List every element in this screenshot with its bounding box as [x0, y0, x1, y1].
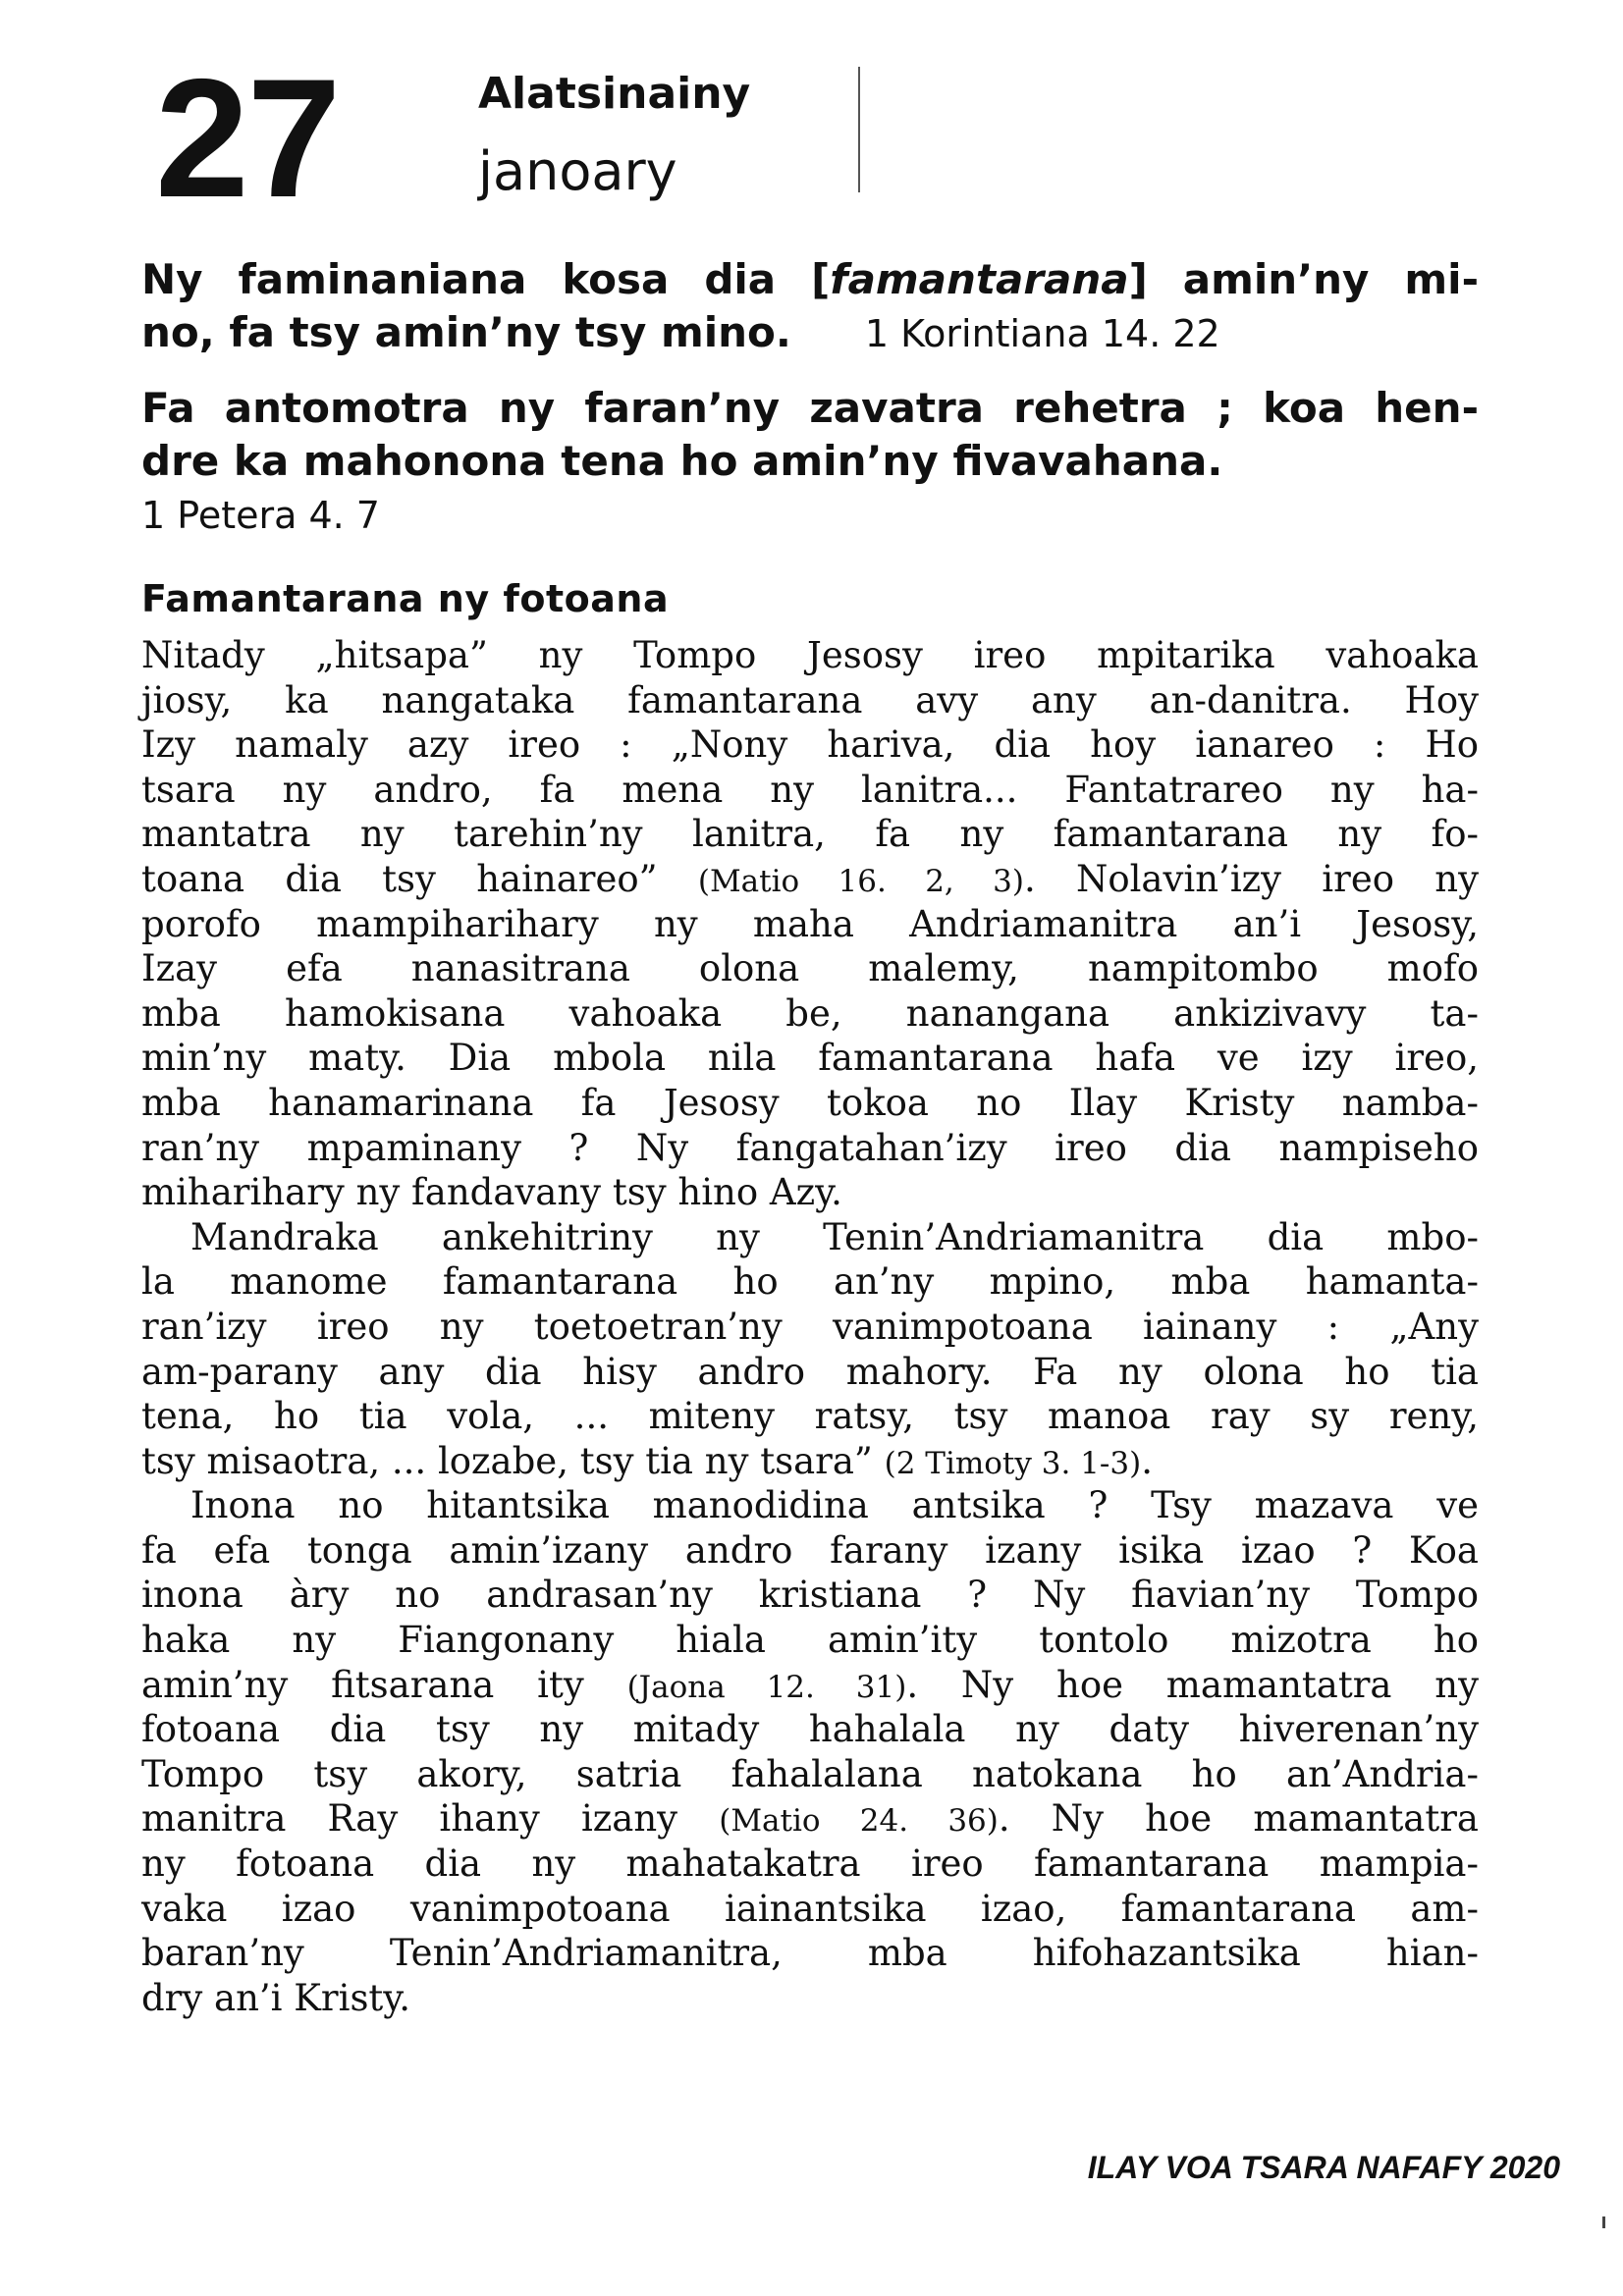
scripture-reference: (Jaona 12. 31) [626, 1669, 907, 1705]
body-line: toana dia tsy hainareo” (Matio 16. 2, 3). Nolavin’izy ireo ny [141, 857, 1479, 900]
body-line: amin’ny fitsarana ity (Jaona 12. 31). Ny hoe mamantatra ny [141, 1663, 1479, 1706]
body-line: fotoana dia tsy ny mitady hahalala ny daty hiverenan’ny [141, 1708, 1479, 1751]
body-line: ny fotoana dia ny mahatakatra ireo famantarana mampia- [141, 1842, 1479, 1886]
body-line: mba hamokisana vahoaka be, nanangana ankizivavy ta- [141, 991, 1479, 1035]
body-line: ran’izy ireo ny toetoetran’ny vanimpotoana iainany : „Any [141, 1305, 1479, 1348]
scripture-reference: (Matio 24. 36) [719, 1803, 999, 1840]
body-line: Tompo tsy akory, satria fahalalana natokana ho an’Andria- [141, 1752, 1479, 1795]
body-text [141, 633, 1479, 2020]
body-line: ran’ny mpaminany ? Ny fangatahan’izy ireo dia nampiseho [141, 1126, 1479, 1169]
scripture-reference: (2 Timoty 3. 1-3) [884, 1445, 1142, 1481]
body-line: inona àry no andrasan’ny kristiana ? Ny fiavian’ny Tompo [141, 1574, 1479, 1617]
body-line: min’ny maty. Dia mbola nila famantarana hafa ve izy ireo, [141, 1037, 1479, 1080]
body-line: fa efa tonga amin’izany andro farany izany isika izao ? Koa [141, 1528, 1479, 1572]
edge-mark [1602, 2216, 1605, 2228]
body-line: tsy misaotra, ... lozabe, tsy tia ny tsara” (2 Timoty 3. 1-3). [141, 1439, 1153, 1482]
body-line: mba hanamarinana fa Jesosy tokoa no Ilay Kristy namba- [141, 1081, 1479, 1124]
body-line: jiosy, ka nangataka famantarana avy any an-danitra. Hoy [141, 678, 1479, 721]
verse-2-line-2: dre ka mahonona tena ho amin’ny fivavahana. [141, 437, 1223, 485]
month-label: janoary [478, 140, 677, 202]
verse-2-reference: 1 Petera 4. 7 [141, 494, 380, 537]
verse-2-line-1: Fa antomotra ny faran’ny zavatra rehetra ; koa hen- [141, 384, 1479, 432]
weekday-label: Alatsinainy [478, 69, 751, 119]
body-line: Mandraka ankehitriny ny Tenin’Andriamanitra dia mbo- [190, 1215, 1479, 1258]
verse-2 [141, 382, 1479, 488]
body-line: miharihary ny fandavany tsy hino Azy. [141, 1171, 842, 1214]
body-line: Izay efa nanasitrana olona malemy, nampitombo mofo [141, 947, 1479, 990]
verse-1-line-2: no, fa tsy amin’ny tsy mino. 1 Korintiana 14. 22 [141, 308, 1220, 356]
section-heading: Famantarana ny fotoana [141, 577, 670, 620]
body-line: la manome famantarana ho an’ny mpino, mba hamanta- [141, 1260, 1479, 1304]
verse-1-line-1: Ny faminaniana kosa dia [famantarana] amin’ny mi- [141, 255, 1479, 303]
body-line: dry an’i Kristy. [141, 1976, 411, 2019]
body-line: Inona no hitantsika manodidina antsika ? Tsy mazava ve [190, 1484, 1479, 1527]
body-line: tena, ho tia vola, ... miteny ratsy, tsy manoa ray sy reny, [141, 1395, 1479, 1438]
body-line: haka ny Fiangonany hiala amin’ity tontolo mizotra ho [141, 1619, 1479, 1662]
footer-title: ILAY VOA TSARA NAFAFY 2020 [1087, 2150, 1560, 2185]
body-line: manitra Ray ihany izany (Matio 24. 36). Ny hoe mamantatra [141, 1797, 1479, 1841]
verse-1-reference: 1 Korintiana 14. 22 [864, 312, 1220, 355]
verse-1-italic-word: famantarana [830, 255, 1129, 303]
day-number: 27 [155, 44, 340, 233]
body-line: baran’ny Tenin’Andriamanitra, mba hifohazantsika hian- [141, 1932, 1479, 1975]
header-divider [858, 67, 860, 192]
body-line: am-parany any dia hisy andro mahory. Fa ny olona ho tia [141, 1350, 1479, 1393]
body-line: mantatra ny tarehin’ny lanitra, fa ny famantarana ny fo- [141, 813, 1479, 856]
scripture-reference: (Matio 16. 2, 3) [697, 863, 1024, 899]
body-line: tsara ny andro, fa mena ny lanitra... Fantatrareo ny ha- [141, 768, 1479, 811]
body-line: Nitady „hitsapa” ny Tompo Jesosy ireo mpitarika vahoaka [141, 634, 1479, 676]
body-line: Izy namaly azy ireo : „Nony hariva, dia hoy ianareo : Ho [141, 723, 1479, 767]
verse-1 [141, 253, 1479, 360]
body-line: porofo mampiharihary ny maha Andriamanitra an’i Jesosy, [141, 902, 1479, 945]
body-line: vaka izao vanimpotoana iainantsika izao, famantarana am- [141, 1887, 1479, 1930]
